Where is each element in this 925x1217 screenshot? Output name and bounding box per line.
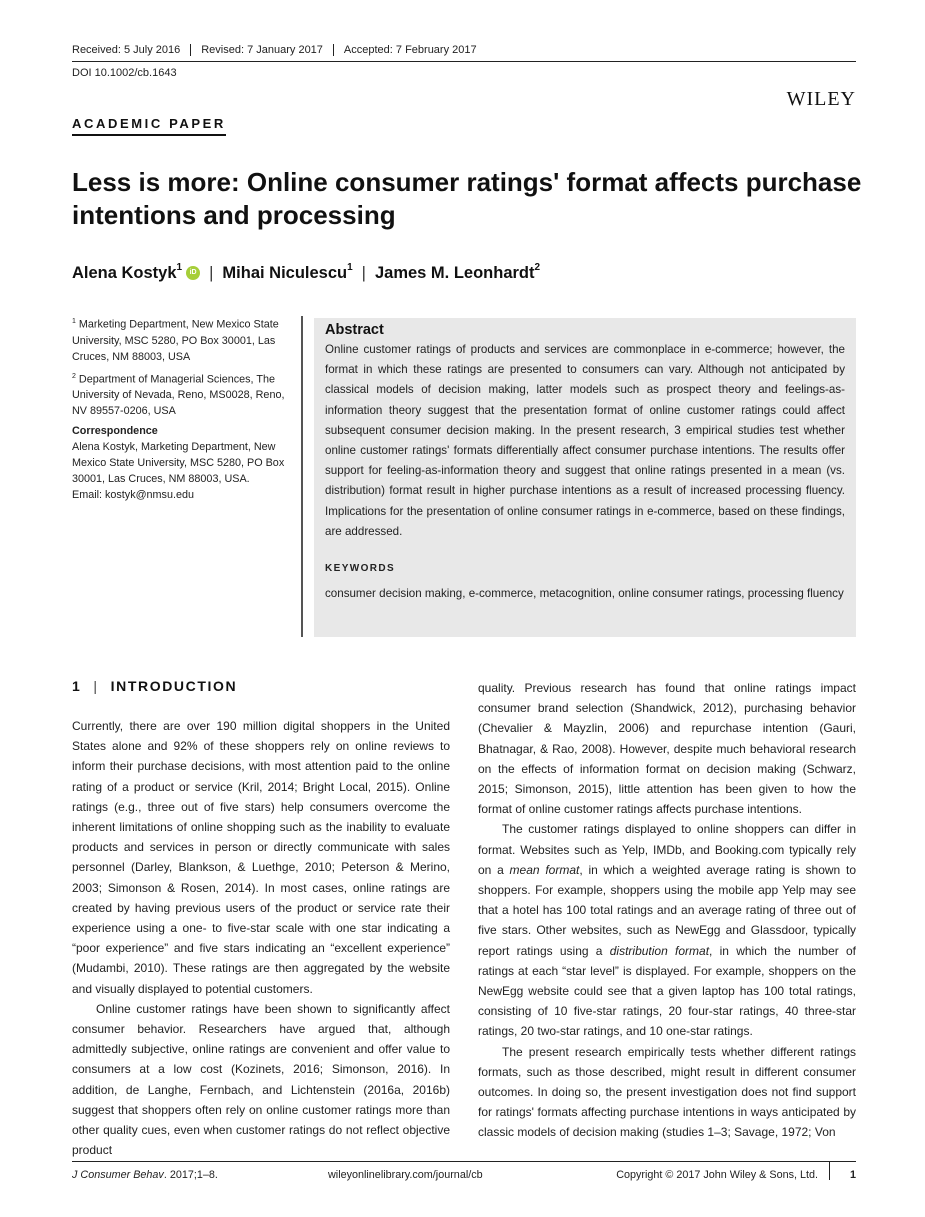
publisher-logo: WILEY bbox=[786, 88, 856, 110]
abstract-heading: Abstract bbox=[325, 322, 384, 338]
paragraph: quality. Previous research has found that online ratings impact consumer brand selection (Shandwick, 2012), purchasing behavior (Chevalier & Mayzlin, 2006) and repurchase intention (Gauri, Bhatnagar, & Rao, 2008). However, despite much behavioral research on the effects of information format on decision making (Schwarz, 2015; Simonson, 2015), little attention has been given to how the format of online customer ratings affects purchase intentions. bbox=[478, 681, 856, 817]
correspondence-address: Alena Kostyk, Marketing Department, New Mexico State University, MSC 5280, PO Box 30001, Las Cruces, NM 88003, USA. bbox=[72, 441, 285, 486]
author-affiliation-mark: 1 bbox=[176, 262, 183, 273]
abstract-box bbox=[314, 318, 856, 637]
correspondence-email[interactable]: Email: kostyk@nmsu.edu bbox=[72, 489, 194, 502]
text-run: , in which the number of ratings at each “star level” is displayed. For example, shoppers on the NewEgg website could see that a given laptop has 100 total ratings, consisting of 10 five-star ratings, 20 four-star ratings, 40 three-star ratings, 20 two-star ratings, and 10 one-star ratings. bbox=[478, 943, 857, 1039]
text-run: , in which a weighted average rating is shown to shoppers. For example, shoppers using the mobile app Yelp may see that a hotel has 100 total ratings and an average rating of three out of five stars. Other websites, such as NewEgg and Glassdoor, typically report ratings using a bbox=[478, 862, 856, 958]
revised-date: Revised: 7 January 2017 bbox=[190, 44, 333, 56]
text-run: The customer ratings displayed to online shoppers can differ in format. Websites such as Yelp, IMDb, and Booking.com typically rely on a bbox=[478, 822, 856, 877]
received-date: Received: 5 July 2016 bbox=[72, 44, 181, 56]
keywords-heading: KEYWORDS bbox=[325, 563, 396, 575]
affiliations bbox=[72, 314, 290, 503]
affiliation-mark: 1 bbox=[72, 318, 76, 325]
copyright: Copyright © 2017 John Wiley & Sons, Ltd. bbox=[616, 1169, 818, 1181]
keywords: consumer decision making, e-commerce, metacognition, online consumer ratings, processing fluency bbox=[325, 587, 844, 601]
section-heading bbox=[72, 678, 237, 694]
doi: DOI 10.1002/cb.1643 bbox=[72, 67, 177, 79]
emphasis: mean format bbox=[509, 862, 580, 877]
page-number: 1 bbox=[849, 1169, 856, 1181]
emphasis: distribution format bbox=[609, 943, 710, 958]
body-column-right bbox=[478, 678, 856, 1143]
author-separator: | bbox=[361, 264, 366, 282]
section-label: ACADEMIC PAPER bbox=[72, 116, 226, 136]
affiliation bbox=[72, 314, 290, 365]
paragraph: Currently, there are over 190 million digital shoppers in the United States alone and 92% of these shoppers rely on online reviews to inform their purchase decisions, with most attention paid to the online rating of a product or service (Kril, 2014; Bright Local, 2015). Online ratings (e.g., three out of five stars) help consumers overcome the inherent limitations of online shopping such as the inability to evaluate products and services in person or directly communicate with sales personnel (Darley, Blankson, & Luethge, 2010; Peterson & Merino, 2003; Simonson & Rosen, 2014). In most cases, online ratings are created by having previous users of the product or service rate their experience using a one- to five-star scale with one star indicating a “poor experience” and five stars indicating an “excellent experience” (Mudambi, 2010). These ratings are then aggregated by the website and visually displayed to potential customers. bbox=[72, 719, 450, 996]
author-name: Mihai Niculescu bbox=[222, 264, 348, 282]
journal-name: J Consumer Behav bbox=[72, 1169, 164, 1181]
footer-rule bbox=[72, 1161, 856, 1162]
affiliation-text: Marketing Department, New Mexico State University, MSC 5280, PO Box 30001, Las Cruces, NM 88003, USA bbox=[72, 318, 279, 363]
author-list bbox=[72, 264, 540, 283]
section-title: INTRODUCTION bbox=[110, 678, 238, 694]
abstract-text: Online customer ratings of products and services are commonplace in e-commerce; however, the format in which these ratings are presented to consumers can vary. Although not anticipated by classical models of decision making, latter models such as prospect theory and feelings-as-information theory suggest that the presentation format of online customer ratings could affect subsequent consumer decision making. In the present research, 3 empirical studies test whether online customer ratings' formats differentially affect consumer purchase intentions. The results offer support for feeling-as-information theory and suggest that online ratings presented in a mean (vs. distribution) format result in higher purchase intentions as a result of increased processing fluency. Implications for the presentation of online consumer ratings in e-commerce, based on these findings, are addressed. bbox=[325, 343, 845, 538]
citation-text: . 2017;1–8. bbox=[163, 1169, 218, 1181]
author-name: James M. Leonhardt bbox=[374, 264, 535, 282]
orcid-icon[interactable]: iD bbox=[186, 266, 200, 280]
footer-separator bbox=[829, 1162, 830, 1180]
journal-citation bbox=[72, 1169, 218, 1181]
correspondence-text bbox=[72, 439, 290, 503]
section-separator: | bbox=[93, 678, 99, 694]
column-divider bbox=[301, 316, 303, 637]
author-affiliation-mark: 1 bbox=[347, 262, 353, 273]
affiliation-mark: 2 bbox=[72, 372, 76, 380]
affiliation-text: Department of Managerial Sciences, The University of Nevada, Reno, MS0028, Reno, NV 89557-0206, USA bbox=[72, 373, 285, 418]
publication-dates bbox=[72, 44, 487, 56]
author-name: Alena Kostyk bbox=[72, 264, 177, 282]
paragraph: Online customer ratings have been shown to significantly affect consumer behavior. Researchers have argued that, although admittedly subjective, online ratings are convenient and offer value to consumers at a low cost (Kozinets, 2016; Simonson, 2016). In addition, de Langhe, Fernbach, and Lichtenstein (2016a, 2016b) suggest that shoppers often rely on online customer ratings more than other quality cues, even when customer ratings do not reflect objective product bbox=[72, 1001, 450, 1158]
journal-url[interactable]: wileyonlinelibrary.com/journal/cb bbox=[328, 1169, 483, 1181]
paragraph bbox=[478, 819, 856, 1041]
section-number: 1 bbox=[72, 678, 82, 694]
paragraph: The present research empirically tests whether different ratings formats, such as those described, might result in different consumer outcomes. In doing so, the present investigation does not find support for ratings' formats affecting purchase intentions in ways anticipated by classic models of decision making (studies 1–3; Savage, 1972; Von bbox=[478, 1044, 856, 1140]
header-rule bbox=[72, 61, 856, 62]
paper-title: Less is more: Online consumer ratings' format affects purchase intentions and processing bbox=[72, 167, 862, 230]
author-affiliation-mark: 2 bbox=[534, 262, 541, 273]
affiliation bbox=[72, 369, 290, 420]
body-column-left bbox=[72, 716, 450, 1160]
author-separator: | bbox=[209, 264, 214, 282]
accepted-date: Accepted: 7 February 2017 bbox=[333, 44, 487, 56]
correspondence-heading: Correspondence bbox=[72, 425, 158, 438]
